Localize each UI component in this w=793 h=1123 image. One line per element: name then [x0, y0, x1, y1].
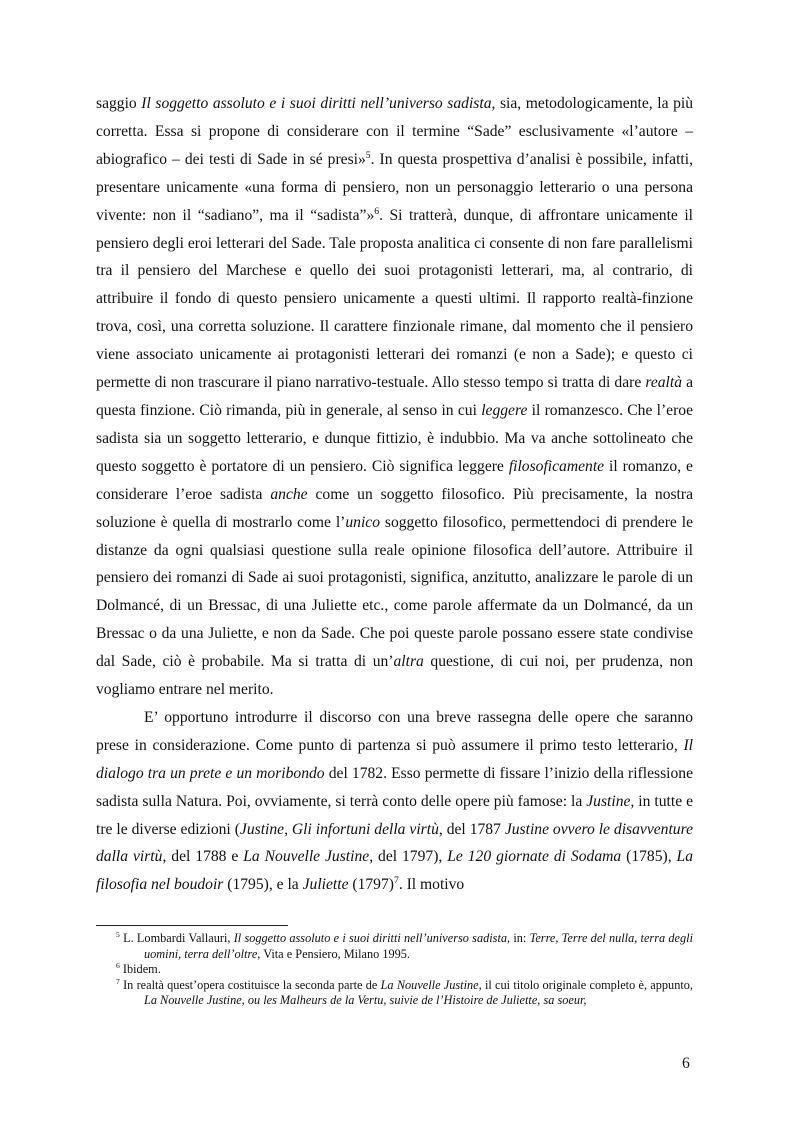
paragraph: [96, 90, 693, 704]
italic-text: leggere: [481, 401, 528, 419]
paragraph: [96, 704, 693, 899]
italic-text: Il soggetto assoluto e i suoi diritti nell’universo sadista: [141, 95, 492, 112]
footnote-reference: 6: [374, 205, 380, 217]
footnote-number: 7: [116, 976, 120, 986]
text-run: E’ opportuno introdurre il discorso con una breve rassegna delle opere che saranno prese in considerazione. Come punto di partenza si può assumere il primo testo letterario,: [96, 708, 693, 754]
text-run: Ibidem.: [119, 962, 161, 977]
footnote-number: 6: [116, 961, 120, 971]
footnote-separator: [96, 925, 288, 926]
italic-text: La Nouvelle Justine, ou les Malheurs de la Vertu, suivie de l’Histoire de Juliette, sa soeur,: [144, 993, 587, 1008]
text-run: . Il motivo: [398, 876, 465, 894]
footnote-reference: 7: [393, 875, 399, 887]
text-run: , in:: [507, 931, 530, 945]
text-run: L. Lombardi Vallauri,: [119, 931, 234, 945]
text-run: , sia, metodologicamente, la più corretta. Essa si propone di considerare con il termine “Sade” esclusivamente «l’autore – abiografico – dei testi di Sade in sé presi»: [96, 95, 693, 168]
italic-text: Justine,: [586, 792, 635, 810]
text-run: come un soggetto filosofico. Più precisamente, la nostra soluzione è quella di mostrarlo come l’: [96, 485, 694, 531]
italic-text: filosoficamente: [508, 457, 605, 475]
italic-text: La Nouvelle Justine: [243, 848, 370, 866]
italic-text: Justine, Gli infortuni della virtù: [239, 820, 439, 838]
text-run: . Si tratterà, dunque, di affrontare unicamente il pensiero degli eroi letterari del Sade. Tale proposta analitica ci consente di non fare parallelismi tra il pensiero del Marchese e quello dei suoi protagonisti letterari, ma, al contrario, di attribuire il fondo di questo pensiero unicamente a questi ultimi. Il rapporto realtà-finzione trova, così, una corretta soluzione. Il carattere finzionale rimane, dal momento che il pensiero viene associato unicamente ai protagonisti letterari dei romanzi (e non a Sade); e questo ci permette di non trascurare il piano narrativo-testuale. Allo stesso tempo si tratta di dare: [96, 206, 693, 392]
page-number: 6: [682, 1055, 690, 1072]
italic-text: Il soggetto assoluto e i suoi diritti nell’universo sadista: [233, 931, 508, 945]
italic-text: Justine ovvero le disavventure dalla virtù: [96, 820, 694, 866]
italic-text: Terre, Terre del nulla, terra degli uomini, terra dell’oltre: [144, 931, 693, 961]
italic-text: unico: [345, 513, 380, 531]
text-run: , del 1787: [438, 820, 505, 838]
text-run: del 1782. Esso permette di fissare l’inizio della riflessione sadista sulla Natura. Poi, ovviamente, si terrà conto delle opere più famose: la: [96, 764, 693, 810]
italic-text: realtà: [645, 374, 682, 392]
text-run: , Vita e Pensiero, Milano 1995.: [257, 946, 411, 961]
footnote: [96, 962, 693, 978]
text-run: , il cui titolo originale completo è, appunto,: [478, 977, 693, 992]
text-run: (1797): [348, 876, 394, 894]
text-run: , del 1797),: [369, 848, 448, 866]
footnote-reference: 5: [365, 149, 371, 161]
text-run: saggio: [96, 95, 142, 112]
italic-text: La filosofia nel boudoir: [96, 848, 694, 894]
italic-text: Juliette: [302, 876, 349, 894]
body-text: [96, 90, 693, 899]
text-run: il romanzesco. Che l’eroe sadista sia un soggetto letterario, e dunque fittizio, è indubbio. Ma va anche sottolineato che questo soggetto è portatore di un pensiero. Ciò significa leggere: [96, 401, 693, 475]
text-run: questione, di cui noi, per prudenza, non vogliamo entrare nel merito.: [96, 653, 693, 699]
text-run: (1795), e la: [223, 876, 303, 894]
italic-text: La Nouvelle Justine: [380, 977, 479, 992]
italic-text: Il dialogo tra un prete e un moribondo: [96, 736, 693, 782]
text-run: soggetto filosofico, permettendoci di prendere le distanze da ogni qualsiasi questione sulla reale opinione filosofica dell’autore. Attribuire il pensiero dei romanzi di Sade ai suoi protagonisti, significa, anzitutto, analizzare le parole di un Dolmancé, di un Bressac, di una Juliette etc., come parole affermate da un Dolmancé, da un Bressac o da una Juliette, e non da Sade. Che poi queste parole possano essere state condivise dal Sade, ciò è probabile. Ma si tratta di un’: [96, 513, 693, 671]
text-run: a questa finzione. Ciò rimanda, più in generale, al senso in cui: [96, 374, 693, 419]
italic-text: Le 120 giornate di Sodama: [447, 848, 622, 866]
text-run: , del 1788 e: [162, 848, 244, 866]
italic-text: anche: [270, 485, 308, 503]
text-run: . In questa prospettiva d’analisi è possibile, infatti, presentare unicamente «una forma di pensiero, non un personaggio letterario o una persona vivente: non il “sadiano”, ma il “sadista”»: [96, 150, 693, 224]
text-run: (1785),: [621, 848, 677, 866]
italic-text: altra: [393, 653, 424, 671]
footnote: [96, 931, 693, 962]
footnotes: [96, 931, 693, 1009]
footnote-number: 5: [116, 929, 120, 939]
text-run: In realtà quest’opera costituisce la seconda parte de: [119, 977, 381, 992]
text-run: in tutte e tre le diverse edizioni (: [96, 792, 694, 838]
footnote: [96, 978, 693, 1009]
text-run: il romanzo, e considerare l’eroe sadista: [96, 457, 693, 503]
